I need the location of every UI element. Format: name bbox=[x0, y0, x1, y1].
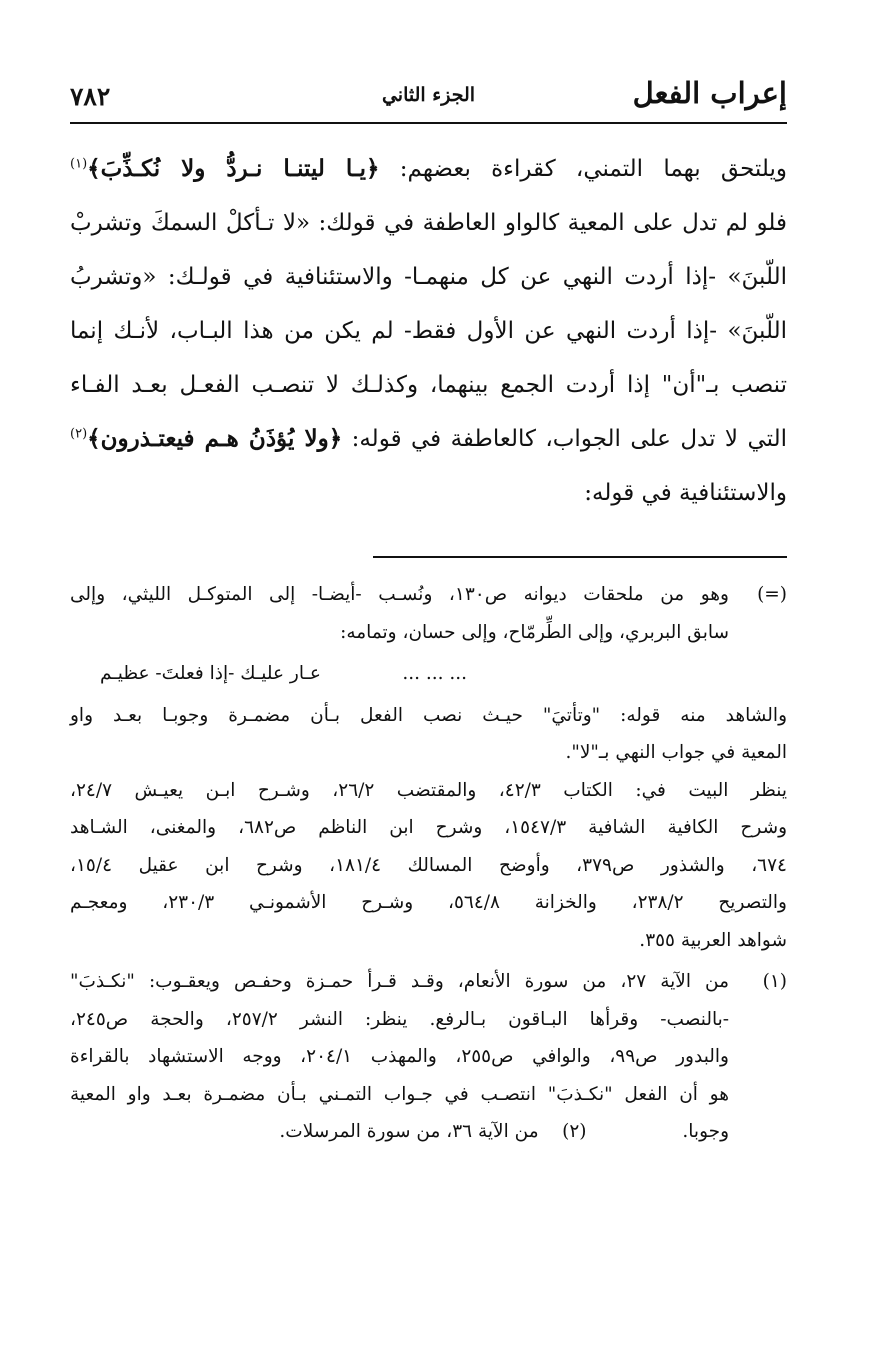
verse-second-hemistich: عـار عليـك -إذا فعلتَ- عظيـم bbox=[100, 663, 321, 684]
main-paragraph bbox=[70, 142, 787, 520]
footnote-line: ٦٧٤، والشذور ص٣٧٩، وأوضح المسالك ١٨١/٤، وشرح ابن عقيل ١٥/٤، bbox=[70, 854, 787, 876]
verse-first-hemistich: ... ... ... bbox=[402, 663, 467, 684]
footnote-mark: (١) bbox=[762, 971, 787, 992]
footnote-body bbox=[70, 697, 787, 960]
footnote-2-inline bbox=[279, 1121, 586, 1142]
footnote-line: من الآية ٢٧، من سورة الأنعام، وقـد قـرأ حمـزة وحفـص ويعقـوب: "نكـذبَ" bbox=[70, 971, 730, 992]
footnote-text: وجوبا. bbox=[682, 1121, 729, 1142]
main-line bbox=[70, 412, 787, 466]
footnote-line: والتصريح ٢٣٨/٢، والخزانة ٥٦٤/٨، وشـرح الأشمونـي ٢٣٠/٣، ومعجـم bbox=[70, 892, 787, 913]
part-label: الجزء الثاني bbox=[381, 84, 476, 106]
footnote-mark: (٢) bbox=[562, 1121, 587, 1142]
chapter-title: إعراب الفعل bbox=[632, 76, 787, 110]
main-line: اللّبنَ» -إذا أردت النهي عن كل منهمـا- والاستئنافية في قولـك: «وتشربُ bbox=[70, 264, 787, 290]
footnote-continued bbox=[70, 576, 787, 651]
footnote-line: شواهد العربية ٣٥٥. bbox=[639, 929, 787, 951]
footnotes bbox=[70, 576, 787, 1151]
footnote-text: من الآية ٣٦، من سورة المرسلات. bbox=[279, 1121, 539, 1142]
footnote-ref: (١) bbox=[70, 156, 88, 172]
footnote-line: هو أن الفعل "نكـذبَ" انتصـب في جـواب التمـني بـأن مضمـرة بعـد واو المعية bbox=[70, 1083, 729, 1105]
main-line bbox=[70, 142, 787, 196]
footnote-1 bbox=[70, 963, 787, 1151]
main-text bbox=[70, 142, 787, 520]
footnote-line: -بالنصب- وقرأها البـاقون بـالرفع. ينظر: النشر ٢٥٧/٢، والحجة ص٢٤٥، bbox=[70, 1008, 729, 1030]
page-header bbox=[70, 70, 787, 124]
footnote-separator bbox=[373, 556, 787, 558]
footnote-line: وهو من ملحقات ديوانه ص١٣٠، ونُسـب -أيضـا- إلى المتوكـل الليثي، وإلى bbox=[70, 584, 729, 605]
main-line: اللّبنَ» -إذا أردت النهي عن الأول فقط- لم يكن من هذا البـاب، لأنـك إنما bbox=[70, 318, 787, 344]
main-line: تنصب بـ"أن" إذا أردت الجمع بينهما، وكذلـك لا تنصـب الفعـل بعـد الفـاء bbox=[70, 372, 787, 398]
quran-quote: ﴿يـا ليتنـا نـردُّ ولا نُكـذِّبَ﴾ bbox=[87, 155, 380, 182]
footnote-line: ينظر البيت في: الكتاب ٤٢/٣، والمقتضب ٢٦/٢، وشـرح ابـن يعيـش ٢٤/٧، bbox=[70, 779, 788, 801]
main-line-text: ويلتحق بهما التمني، كقراءة بعضهم: bbox=[379, 156, 787, 182]
main-line-text: التي لا تدل على الجواب، كالعاطفة في قوله: bbox=[342, 426, 787, 452]
poetry-verse bbox=[70, 655, 787, 693]
footnote-line: وشرح الكافية الشافية ١٥٤٧/٣، وشرح ابن الناظم ص٦٨٢، والمغنى، الشـاهد bbox=[70, 817, 787, 838]
main-line: والاستئنافية في قوله: bbox=[584, 480, 787, 506]
main-line: فلو لم تدل على المعية كالواو العاطفة في قولك: «لا تـأكلْ السمكَ وتشربْ bbox=[70, 210, 787, 236]
quran-quote: ﴿ولا يُؤذَنُ هـم فيعتـذرون﴾ bbox=[87, 425, 343, 452]
footnote-mark: (=) bbox=[757, 584, 787, 605]
footnote-continued-2 bbox=[70, 697, 787, 960]
footnote-body bbox=[70, 576, 729, 651]
footnote-line: والشاهد منه قوله: "وتأتيَ" حيـث نصب الفعل بـأن مضمـرة وجوبـا بعـد واو bbox=[70, 704, 787, 726]
footnote-ref: (٢) bbox=[70, 426, 88, 442]
footnote-line: المعية في جواب النهي بـ"لا". bbox=[565, 742, 787, 763]
footnote-line bbox=[70, 1113, 729, 1151]
footnote-body bbox=[70, 963, 729, 1151]
footnote-line: والبدور ص٩٩، والوافي ص٢٥٥، والمهذب ٢٠٤/١، ووجه الاستشهاد بالقراءة bbox=[70, 1046, 729, 1067]
page-number: ٧٨٢ bbox=[70, 82, 111, 111]
book-page bbox=[70, 70, 787, 1155]
footnote-line: سابق البربري، وإلى الطِّرمّاح، وإلى حسان، وتمامه: bbox=[340, 621, 729, 643]
